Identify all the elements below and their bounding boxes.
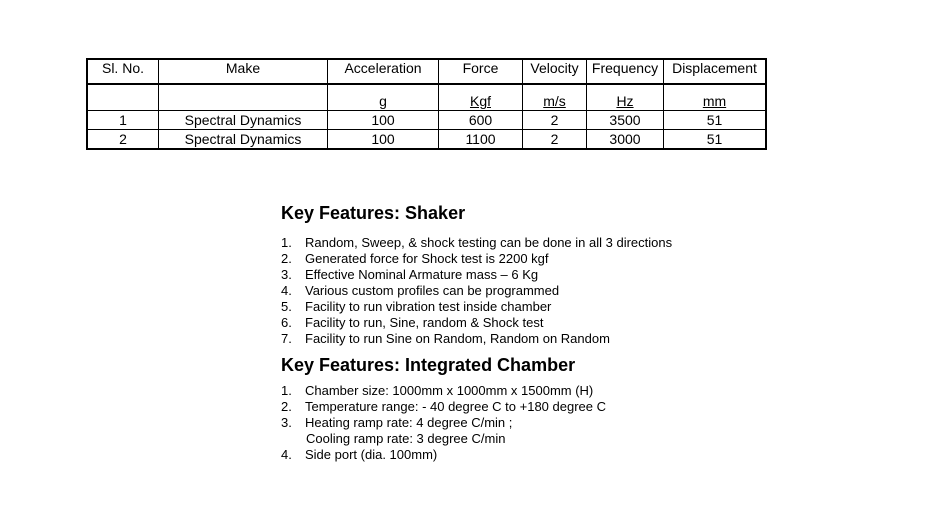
header-displacement: Displacement (664, 59, 767, 84)
unit-velocity: m/s (523, 84, 587, 111)
cell-sl-no: 2 (87, 130, 159, 150)
unit-acceleration: g (328, 84, 439, 111)
list-item: 3. Heating ramp rate: 4 degree C/min ; Cooling ramp rate: 3 degree C/min (281, 415, 606, 447)
cell-acceleration: 100 (328, 130, 439, 150)
unit-make (159, 84, 328, 111)
list-item: 2. Temperature range: - 40 degree C to +180 degree C (281, 399, 606, 414)
table-header-row (87, 59, 766, 84)
unit-frequency: Hz (587, 84, 664, 111)
cell-velocity: 2 (523, 111, 587, 130)
header-velocity: Velocity (523, 59, 587, 84)
list-item: 4. Various custom profiles can be programmed (281, 283, 560, 298)
list-item-continuation: Cooling ramp rate: 3 degree C/min (306, 431, 506, 446)
list-item: 1. Random, Sweep, & shock testing can be done in all 3 directions (281, 235, 673, 250)
unit-force: Kgf (439, 84, 523, 111)
cell-frequency: 3000 (587, 130, 664, 150)
list-item: 5. Facility to run vibration test inside chamber (281, 299, 552, 314)
unit-sl-no (87, 84, 159, 111)
table-row (87, 111, 766, 130)
list-item: 6. Facility to run, Sine, random & Shock test (281, 315, 544, 330)
list-item: 3. Effective Nominal Armature mass – 6 Kg (281, 267, 539, 282)
cell-velocity: 2 (523, 130, 587, 150)
cell-make: Spectral Dynamics (159, 111, 328, 130)
shaker-features-heading: Key Features: Shaker (281, 203, 466, 223)
chamber-features-heading: Key Features: Integrated Chamber (281, 355, 576, 375)
table-row (87, 130, 766, 150)
list-item: 4. Side port (dia. 100mm) (281, 447, 438, 462)
unit-displacement: mm (664, 84, 767, 111)
header-sl-no: Sl. No. (87, 59, 159, 84)
table-units-row (87, 84, 766, 111)
cell-displacement: 51 (664, 130, 767, 150)
cell-make: Spectral Dynamics (159, 130, 328, 150)
cell-force: 1100 (439, 130, 523, 150)
list-item: 2. Generated force for Shock test is 2200 kgf (281, 251, 549, 266)
cell-frequency: 3500 (587, 111, 664, 130)
list-item: 7. Facility to run Sine on Random, Random on Random (281, 331, 610, 346)
header-acceleration: Acceleration (328, 59, 439, 84)
chamber-features-list (281, 383, 606, 463)
list-item: 1. Chamber size: 1000mm x 1000mm x 1500mm (H) (281, 383, 594, 398)
header-frequency: Frequency (587, 59, 664, 84)
shaker-features-list (281, 235, 672, 347)
cell-force: 600 (439, 111, 523, 130)
specification-table (86, 58, 767, 150)
cell-displacement: 51 (664, 111, 767, 130)
cell-acceleration: 100 (328, 111, 439, 130)
header-make: Make (159, 59, 328, 84)
header-force: Force (439, 59, 523, 84)
cell-sl-no: 1 (87, 111, 159, 130)
